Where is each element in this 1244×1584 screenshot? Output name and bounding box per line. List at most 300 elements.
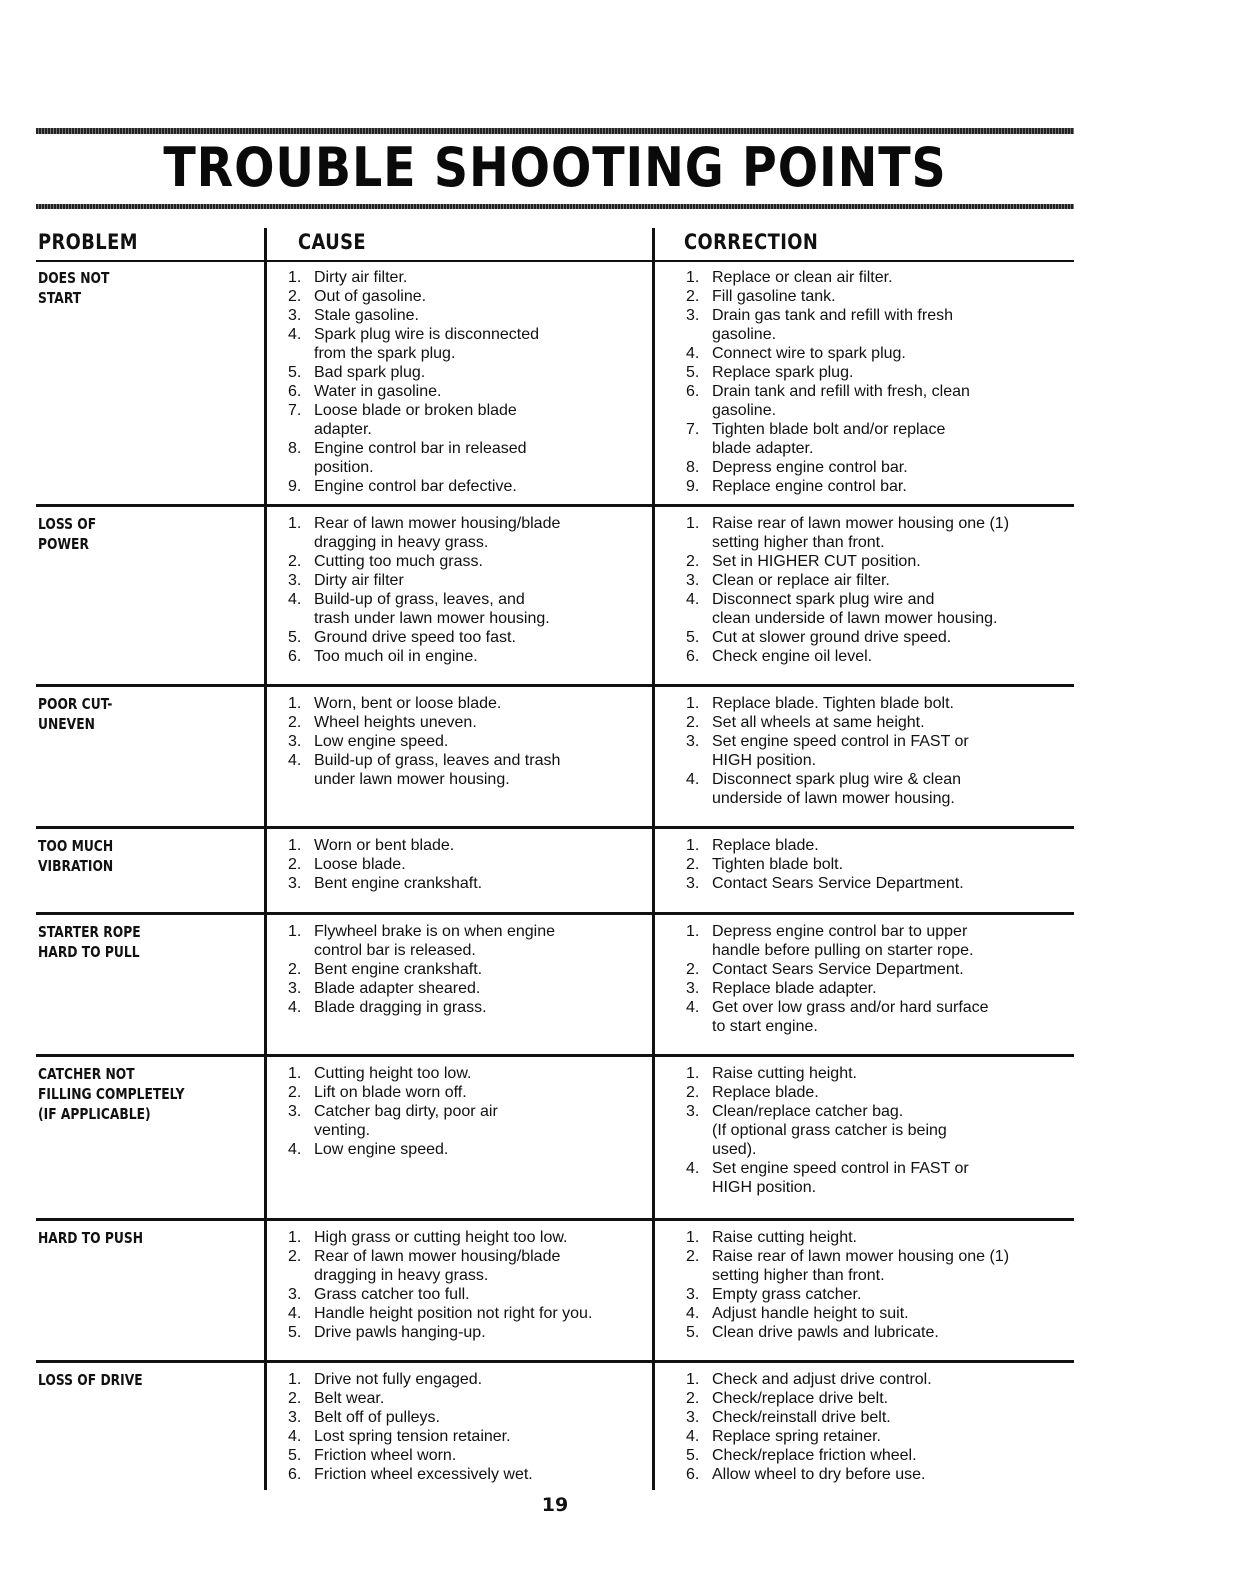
item-text: Low engine speed. (314, 1141, 449, 1158)
header-correction: CORRECTION (684, 230, 819, 254)
item-text: Drain gas tank and refill with fresh (712, 307, 953, 324)
item-number: 3. (288, 307, 302, 324)
item-text: blade adapter. (712, 440, 814, 457)
item-number: 2. (288, 553, 302, 570)
cause-list (288, 922, 658, 1017)
list-item (288, 609, 658, 628)
list-item (686, 1247, 1086, 1266)
item-number: 8. (686, 459, 700, 476)
item-number: 3. (686, 980, 700, 997)
item-text: Bad spark plug. (314, 364, 426, 381)
item-text: clean underside of lawn mower housing. (712, 610, 998, 627)
item-text: Build-up of grass, leaves, and (314, 591, 525, 608)
item-text: Disconnect spark plug wire & clean (712, 771, 962, 788)
item-text: Drive not fully engaged. (314, 1371, 483, 1388)
item-text: Lost spring tension retainer. (314, 1428, 511, 1445)
item-number: 4. (686, 1160, 700, 1177)
item-text: Check/replace drive belt. (712, 1390, 889, 1407)
list-item (686, 1102, 1086, 1121)
correction-list (686, 1064, 1086, 1197)
list-item (686, 590, 1086, 609)
list-item (686, 1017, 1086, 1036)
item-number: 2. (686, 961, 700, 978)
item-number: 4. (686, 591, 700, 608)
item-text: Contact Sears Service Department. (712, 961, 964, 978)
item-text: Grass catcher too full. (314, 1286, 470, 1303)
list-item (288, 855, 658, 874)
item-number: 6. (686, 383, 700, 400)
item-text: trash under lawn mower housing. (314, 610, 550, 627)
problem-line: STARTER ROPE (38, 923, 141, 941)
item-number: 1. (288, 837, 302, 854)
item-number: 5. (288, 1324, 302, 1341)
item-number: 1. (686, 1229, 700, 1246)
list-item (686, 1228, 1086, 1247)
item-text: Lift on blade worn off. (314, 1084, 467, 1101)
problem-line: VIBRATION (38, 857, 114, 875)
list-item (686, 609, 1086, 628)
item-number: 5. (686, 629, 700, 646)
list-item (686, 1178, 1086, 1197)
item-text: from the spark plug. (314, 345, 456, 362)
list-item (686, 1285, 1086, 1304)
list-item (288, 382, 658, 401)
list-item (686, 382, 1086, 401)
row-divider (36, 826, 1074, 829)
item-number: 4. (686, 1428, 700, 1445)
cause-list (288, 836, 658, 893)
item-number: 3. (686, 1286, 700, 1303)
list-item (686, 1083, 1086, 1102)
problem-line: UNEVEN (38, 715, 95, 733)
list-item (686, 1446, 1086, 1465)
item-text: used). (712, 1141, 757, 1158)
list-item (288, 998, 658, 1017)
item-text: Loose blade. (314, 856, 406, 873)
problem-label (38, 268, 218, 308)
item-text: Spark plug wire is disconnected (314, 326, 540, 343)
item-text: Check/reinstall drive belt. (712, 1409, 891, 1426)
problem-label (38, 1228, 218, 1248)
list-item (686, 998, 1086, 1017)
row-divider (36, 684, 1074, 687)
list-item (686, 571, 1086, 590)
list-item (686, 439, 1086, 458)
problem-line: HARD TO PULL (38, 943, 140, 961)
item-text: Clean/replace catcher bag. (712, 1103, 904, 1120)
table-header (36, 228, 1074, 262)
item-text: Raise cutting height. (712, 1229, 857, 1246)
item-text: Check and adjust drive control. (712, 1371, 932, 1388)
item-text: Engine control bar defective. (314, 478, 517, 495)
item-number: 3. (288, 572, 302, 589)
item-text: Blade adapter sheared. (314, 980, 481, 997)
item-number: 3. (686, 875, 700, 892)
item-text: Friction wheel worn. (314, 1447, 457, 1464)
problem-line: LOSS OF DRIVE (38, 1371, 143, 1389)
item-number: 2. (686, 856, 700, 873)
list-item (686, 458, 1086, 477)
item-number: 1. (288, 923, 302, 940)
item-text: Replace blade adapter. (712, 980, 877, 997)
row-divider (36, 1360, 1074, 1363)
page-title: TROUBLE SHOOTING POINTS (163, 136, 947, 199)
item-text: Tighten blade bolt. (712, 856, 844, 873)
item-text: Raise rear of lawn mower housing one (1) (712, 515, 1010, 532)
item-text: Handle height position not right for you. (314, 1305, 593, 1322)
trouble-row (36, 1058, 1074, 1218)
list-item (686, 552, 1086, 571)
list-item (686, 1323, 1086, 1342)
list-item (288, 1285, 658, 1304)
item-text: Cutting height too low. (314, 1065, 472, 1082)
item-number: 7. (686, 421, 700, 438)
correction-list (686, 1370, 1086, 1484)
item-number: 2. (288, 714, 302, 731)
problem-label (38, 922, 218, 962)
cause-list (288, 1064, 658, 1159)
item-text: Set all wheels at same height. (712, 714, 925, 731)
item-text: Set engine speed control in FAST or (712, 1160, 969, 1177)
problem-label (38, 694, 218, 734)
list-item (288, 1304, 658, 1323)
trouble-row (36, 830, 1074, 912)
item-number: 8. (288, 440, 302, 457)
item-number: 5. (288, 629, 302, 646)
correction-list (686, 1228, 1086, 1342)
cause-list (288, 1370, 658, 1484)
item-text: Bent engine crankshaft. (314, 961, 483, 978)
item-text: Drive pawls hanging-up. (314, 1324, 486, 1341)
item-number: 5. (686, 364, 700, 381)
list-item (686, 325, 1086, 344)
list-item (686, 628, 1086, 647)
trouble-row (36, 1222, 1074, 1360)
list-item (686, 306, 1086, 325)
item-number: 2. (686, 553, 700, 570)
item-text: HIGH position. (712, 752, 817, 769)
item-text: Friction wheel excessively wet. (314, 1466, 533, 1483)
item-number: 3. (288, 980, 302, 997)
list-item (288, 1446, 658, 1465)
item-number: 2. (686, 714, 700, 731)
item-text: Too much oil in engine. (314, 648, 478, 665)
list-item (686, 855, 1086, 874)
list-item (288, 1408, 658, 1427)
list-item (686, 789, 1086, 808)
list-item (288, 533, 658, 552)
item-number: 4. (288, 326, 302, 343)
list-item (686, 287, 1086, 306)
list-item (686, 1427, 1086, 1446)
item-number: 3. (686, 1409, 700, 1426)
item-number: 3. (686, 733, 700, 750)
item-text: underside of lawn mower housing. (712, 790, 955, 807)
item-number: 4. (288, 752, 302, 769)
item-text: Blade dragging in grass. (314, 999, 487, 1016)
list-item (288, 590, 658, 609)
list-item (288, 1323, 658, 1342)
list-item (686, 1121, 1086, 1140)
item-number: 1. (686, 923, 700, 940)
list-item (288, 268, 658, 287)
item-number: 4. (686, 1305, 700, 1322)
problem-line: POOR CUT- (38, 695, 113, 713)
item-text: Loose blade or broken blade (314, 402, 517, 419)
list-item (686, 268, 1086, 287)
cause-list (288, 694, 658, 789)
list-item (686, 941, 1086, 960)
item-text: Wheel heights uneven. (314, 714, 477, 731)
problem-label (38, 1064, 218, 1124)
list-item (288, 941, 658, 960)
item-number: 2. (288, 856, 302, 873)
header-cause: CAUSE (298, 230, 367, 254)
item-text: Bent engine crankshaft. (314, 875, 483, 892)
item-number: 2. (686, 1248, 700, 1265)
problem-line: START (38, 289, 82, 307)
item-number: 1. (686, 695, 700, 712)
list-item (686, 979, 1086, 998)
item-number: 4. (288, 1305, 302, 1322)
item-text: Fill gasoline tank. (712, 288, 836, 305)
problem-line: POWER (38, 535, 89, 553)
list-item (288, 1083, 658, 1102)
item-number: 1. (288, 1065, 302, 1082)
item-text: Cut at slower ground drive speed. (712, 629, 952, 646)
list-item (686, 732, 1086, 751)
list-item (686, 1064, 1086, 1083)
list-item (288, 770, 658, 789)
list-item (288, 751, 658, 770)
item-number: 3. (686, 572, 700, 589)
item-text: Belt off of pulleys. (314, 1409, 440, 1426)
title-rule-bottom (36, 204, 1074, 209)
item-number: 6. (288, 648, 302, 665)
list-item (288, 1121, 658, 1140)
list-item (686, 401, 1086, 420)
cause-list (288, 268, 658, 496)
item-text: Clean drive pawls and lubricate. (712, 1324, 939, 1341)
item-text: Drain tank and refill with fresh, clean (712, 383, 970, 400)
item-text: Catcher bag dirty, poor air (314, 1103, 498, 1120)
item-number: 4. (288, 999, 302, 1016)
list-item (686, 713, 1086, 732)
item-text: setting higher than front. (712, 534, 885, 551)
problem-line: FILLING COMPLETELY (38, 1085, 185, 1103)
item-text: Rear of lawn mower housing/blade (314, 515, 561, 532)
list-item (288, 647, 658, 666)
list-item (686, 836, 1086, 855)
item-text: setting higher than front. (712, 1267, 885, 1284)
list-item (686, 874, 1086, 893)
problem-line: CATCHER NOT (38, 1065, 135, 1083)
row-divider (36, 504, 1074, 507)
list-item (686, 477, 1086, 496)
trouble-row (36, 916, 1074, 1054)
list-item (288, 1389, 658, 1408)
item-text: Replace engine control bar. (712, 478, 907, 495)
problem-label (38, 1370, 218, 1390)
item-text: Allow wheel to dry before use. (712, 1466, 926, 1483)
item-number: 5. (288, 364, 302, 381)
list-item (288, 363, 658, 382)
item-text: Replace blade. Tighten blade bolt. (712, 695, 954, 712)
list-item (686, 1304, 1086, 1323)
item-number: 6. (288, 383, 302, 400)
list-item (686, 514, 1086, 533)
item-text: (If optional grass catcher is being (712, 1122, 947, 1139)
item-number: 4. (686, 345, 700, 362)
item-number: 5. (288, 1447, 302, 1464)
list-item (288, 439, 658, 458)
item-number: 3. (288, 1286, 302, 1303)
item-number: 1. (288, 269, 302, 286)
item-text: Replace spring retainer. (712, 1428, 881, 1445)
trouble-row (36, 1364, 1074, 1496)
item-text: gasoline. (712, 326, 777, 343)
list-item (288, 874, 658, 893)
item-text: Depress engine control bar to upper (712, 923, 968, 940)
correction-list (686, 268, 1086, 496)
list-item (288, 960, 658, 979)
row-divider (36, 1054, 1074, 1057)
list-item (288, 1266, 658, 1285)
item-text: Dirty air filter. (314, 269, 408, 286)
item-text: Check/replace friction wheel. (712, 1447, 917, 1464)
item-text: control bar is released. (314, 942, 476, 959)
list-item (288, 1102, 658, 1121)
item-text: Engine control bar in released (314, 440, 527, 457)
item-text: Dirty air filter (314, 572, 404, 589)
list-item (288, 732, 658, 751)
item-text: Water in gasoline. (314, 383, 442, 400)
item-text: Cutting too much grass. (314, 553, 483, 570)
item-text: Tighten blade bolt and/or replace (712, 421, 946, 438)
list-item (686, 1140, 1086, 1159)
item-text: Build-up of grass, leaves and trash (314, 752, 561, 769)
list-item (288, 713, 658, 732)
list-item (686, 770, 1086, 789)
list-item (288, 420, 658, 439)
item-number: 2. (686, 288, 700, 305)
item-text: Rear of lawn mower housing/blade (314, 1248, 561, 1265)
item-number: 1. (288, 1371, 302, 1388)
list-item (288, 287, 658, 306)
problem-line: HARD TO PUSH (38, 1229, 144, 1247)
item-number: 6. (686, 1466, 700, 1483)
list-item (288, 979, 658, 998)
list-item (288, 477, 658, 496)
problem-line: (IF APPLICABLE) (38, 1105, 151, 1123)
list-item (686, 751, 1086, 770)
cause-list (288, 1228, 658, 1342)
item-text: dragging in heavy grass. (314, 534, 489, 551)
list-item (288, 1064, 658, 1083)
item-text: High grass or cutting height too low. (314, 1229, 568, 1246)
item-number: 1. (686, 1371, 700, 1388)
list-item (288, 1140, 658, 1159)
item-number: 1. (686, 837, 700, 854)
header-problem: PROBLEM (38, 230, 138, 254)
list-item (686, 1370, 1086, 1389)
item-text: Set in HIGHER CUT position. (712, 553, 921, 570)
list-item (288, 1228, 658, 1247)
item-number: 1. (686, 269, 700, 286)
item-number: 3. (288, 875, 302, 892)
list-item (288, 325, 658, 344)
list-item (288, 552, 658, 571)
item-text: Ground drive speed too fast. (314, 629, 516, 646)
item-number: 2. (288, 288, 302, 305)
item-number: 9. (686, 478, 700, 495)
item-number: 4. (288, 1428, 302, 1445)
list-item (288, 401, 658, 420)
item-number: 5. (686, 1324, 700, 1341)
item-text: Connect wire to spark plug. (712, 345, 906, 362)
cause-list (288, 514, 658, 666)
item-number: 3. (686, 1103, 700, 1120)
list-item (288, 306, 658, 325)
item-text: Adjust handle height to suit. (712, 1305, 909, 1322)
item-text: Belt wear. (314, 1390, 385, 1407)
item-number: 4. (686, 771, 700, 788)
item-text: Check engine oil level. (712, 648, 873, 665)
item-number: 2. (288, 1084, 302, 1101)
item-text: Raise cutting height. (712, 1065, 857, 1082)
item-text: Depress engine control bar. (712, 459, 908, 476)
item-text: Contact Sears Service Department. (712, 875, 964, 892)
item-text: venting. (314, 1122, 371, 1139)
list-item (288, 1247, 658, 1266)
item-text: Disconnect spark plug wire and (712, 591, 935, 608)
item-text: Clean or replace air filter. (712, 572, 890, 589)
list-item (288, 458, 658, 477)
list-item (288, 571, 658, 590)
list-item (288, 1427, 658, 1446)
item-number: 2. (686, 1084, 700, 1101)
item-text: Out of gasoline. (314, 288, 427, 305)
item-text: Set engine speed control in FAST or (712, 733, 969, 750)
correction-list (686, 836, 1086, 893)
page-number: 19 (541, 1494, 569, 1516)
item-number: 4. (686, 999, 700, 1016)
item-text: Get over low grass and/or hard surface (712, 999, 989, 1016)
list-item (288, 514, 658, 533)
list-item (686, 647, 1086, 666)
problem-label (38, 514, 218, 554)
item-text: Raise rear of lawn mower housing one (1) (712, 1248, 1010, 1265)
correction-list (686, 514, 1086, 666)
list-item (686, 1465, 1086, 1484)
list-item (686, 922, 1086, 941)
item-number: 1. (288, 695, 302, 712)
correction-list (686, 922, 1086, 1036)
trouble-row (36, 508, 1074, 684)
item-number: 1. (686, 515, 700, 532)
item-number: 2. (288, 1390, 302, 1407)
item-text: Stale gasoline. (314, 307, 419, 324)
list-item (686, 694, 1086, 713)
item-number: 3. (686, 307, 700, 324)
problem-line: LOSS OF (38, 515, 97, 533)
item-text: Worn or bent blade. (314, 837, 455, 854)
list-item (686, 960, 1086, 979)
item-number: 6. (288, 1466, 302, 1483)
row-divider (36, 912, 1074, 915)
item-text: Flywheel brake is on when engine (314, 923, 556, 940)
item-number: 2. (686, 1390, 700, 1407)
